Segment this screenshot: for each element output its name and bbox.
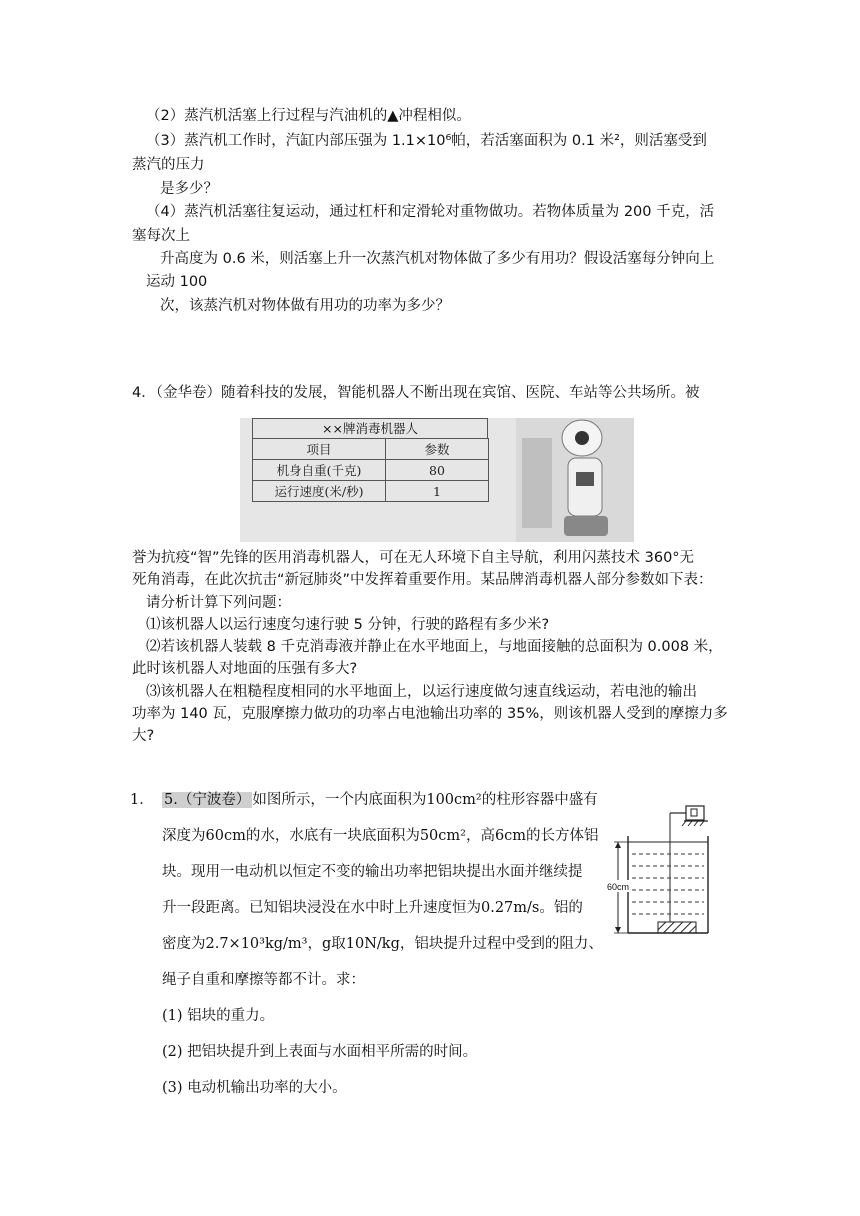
q4-line-2: 死角消毒，在此次抗击“新冠肺炎”中发挥着重要作用。某品牌消毒机器人部分参数如下表： bbox=[132, 572, 713, 588]
robot-param-figure bbox=[240, 418, 634, 542]
q3-line-8: 运动 100 bbox=[146, 274, 208, 290]
q5-line-5: 密度为2.7×10³kg/m³，g取10N/kg，铝块提升过程中受到的阻力、 bbox=[162, 936, 603, 952]
q5-line-6: 绳子自重和摩擦等都不计。求： bbox=[162, 972, 365, 988]
q5-line-4: 升一段距离。已知铝块浸没在水中时上升速度恒为0.27m/s。铝的 bbox=[162, 900, 583, 916]
q5-number: 1． bbox=[130, 792, 154, 808]
q3-line-7: 升高度为 0.6 米，则活塞上升一次蒸汽机对物体做了多少有用功？假设活塞每分钟向上 bbox=[160, 251, 715, 267]
table-header-value: 参数 bbox=[386, 439, 489, 460]
q5-sub-1: (1) 铝块的重力。 bbox=[162, 1008, 275, 1024]
table-cell: 运行速度(米/秒) bbox=[253, 481, 386, 502]
q4-sub-1: ⑴该机器人以运行速度匀速行驶 5 分钟，行驶的路程有多少米? bbox=[146, 617, 550, 633]
table-cell: 机身自重(千克) bbox=[253, 460, 386, 481]
table-row bbox=[253, 481, 489, 502]
q3-line-4: 是多少？ bbox=[160, 181, 218, 197]
depth-label: 60cm bbox=[607, 882, 630, 892]
q3-line-6: 塞每次上 bbox=[132, 228, 190, 244]
q4-intro: 4．（金华卷）随着科技的发展，智能机器人不断出现在宾馆、医院、车站等公共场所。被 bbox=[132, 385, 700, 401]
q3-line-5: （4）蒸汽机活塞往复运动，通过杠杆和定滑轮对重物做功。若物体质量为 200 千克，活 bbox=[146, 204, 715, 220]
table-header-item: 项目 bbox=[253, 439, 386, 460]
q3-line-1: （2）蒸汽机活塞上行过程与汽油机的▲冲程相似。 bbox=[146, 108, 471, 124]
q3-line-2: （3）蒸汽机工作时，汽缸内部压强为 1.1×10⁶帕，若活塞面积为 0.1 米²，则活塞受到 bbox=[146, 133, 707, 149]
q4-sub-2: ⑵若该机器人装载 8 千克消毒液并静止在水平地面上，与地面接触的总面积为 0.008 米， bbox=[146, 639, 723, 655]
q5-sub-2: (2) 把铝块提升到上表面与水面相平所需的时间。 bbox=[162, 1044, 478, 1060]
robot-table-caption: ××牌消毒机器人 bbox=[252, 418, 488, 439]
q3-line-9: 次，该蒸汽机对物体做有用功的功率为多少？ bbox=[160, 298, 450, 314]
q4-sub-3-end: 大? bbox=[132, 728, 155, 744]
table-cell: 80 bbox=[386, 460, 489, 481]
robot-photo bbox=[516, 418, 634, 542]
q4-sub-3-cont: 功率为 140 瓦，克服摩擦力做功的功率占电池输出功率的 35%，则该机器人受到的摩擦力多 bbox=[132, 706, 728, 722]
q4-line-3: 请分析计算下列问题： bbox=[146, 595, 291, 611]
q5-source-tag: 5.（宁波卷） bbox=[164, 792, 251, 808]
container-diagram bbox=[604, 788, 714, 948]
q3-line-3: 蒸汽的压力 bbox=[132, 157, 205, 173]
q4-line-1: 誉为抗疫“智”先锋的医用消毒机器人，可在无人环境下自主导航，利用闪蒸技术 360°无 bbox=[132, 550, 695, 566]
q5-first-line: 5.（宁波卷） 如图所示，一个内底面积为100cm²的柱形容器中盛有 bbox=[164, 792, 598, 808]
q4-sub-2-cont: 此时该机器人对地面的压强有多大? bbox=[132, 661, 358, 677]
q4-sub-3: ⑶该机器人在粗糙程度相同的水平地面上，以运行速度做匀速直线运动，若电池的输出 bbox=[146, 684, 697, 700]
table-cell: 1 bbox=[386, 481, 489, 502]
q5-line-2: 深度为60cm的水，水底有一块底面积为50cm²，高6cm的长方体铝 bbox=[162, 828, 599, 844]
q5-line-3: 块。现用一电动机以恒定不变的输出功率把铝块提出水面并继续提 bbox=[162, 864, 583, 880]
robot-param-table bbox=[252, 438, 489, 502]
q5-sub-3: (3) 电动机输出功率的大小。 bbox=[162, 1080, 347, 1096]
table-row bbox=[253, 460, 489, 481]
